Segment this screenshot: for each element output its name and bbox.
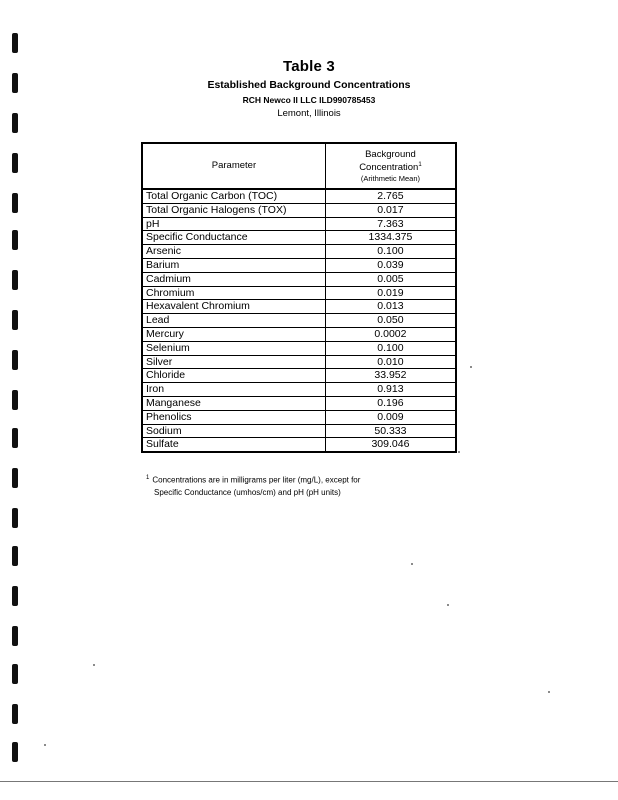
value-cell: 0.913 — [325, 383, 456, 397]
parameter-cell: Chromium — [142, 286, 325, 300]
binder-mark — [12, 230, 18, 250]
table-row — [142, 217, 456, 231]
binder-mark — [12, 390, 18, 410]
value-cell: 0.100 — [325, 341, 456, 355]
table-subtitle: Established Background Concentrations — [207, 79, 411, 91]
binder-mark — [12, 350, 18, 370]
binder-mark — [12, 546, 18, 566]
table-row — [142, 369, 456, 383]
parameter-cell: Arsenic — [142, 245, 325, 259]
table-row — [142, 438, 456, 452]
parameter-cell: Lead — [142, 314, 325, 328]
table-row — [142, 355, 456, 369]
concentration-header-line2: Concentration — [359, 162, 419, 174]
value-cell: 1334.375 — [325, 231, 456, 245]
concentration-header-line1: Background — [365, 149, 416, 161]
scan-speck — [548, 691, 550, 693]
table-header-row — [142, 143, 456, 189]
binder-mark — [12, 664, 18, 684]
binder-mark — [12, 468, 18, 488]
footnote-line1: Concentrations are in milligrams per liter (mg/L), except for — [152, 475, 361, 485]
parameter-cell: Iron — [142, 383, 325, 397]
binder-mark — [12, 428, 18, 448]
table-row — [142, 189, 456, 203]
parameter-cell: Cadmium — [142, 272, 325, 286]
table-title: Table 3 — [283, 58, 335, 75]
parameter-cell: Barium — [142, 258, 325, 272]
scan-speck — [411, 563, 413, 565]
binder-mark — [12, 310, 18, 330]
binder-mark — [12, 586, 18, 606]
parameter-cell: Silver — [142, 355, 325, 369]
parameter-cell: Selenium — [142, 341, 325, 355]
parameter-cell: Mercury — [142, 327, 325, 341]
location: Lemont, Illinois — [277, 108, 341, 119]
table-row — [142, 314, 456, 328]
scan-speck — [447, 604, 449, 606]
value-cell: 0.005 — [325, 272, 456, 286]
scan-bottom-edge — [0, 781, 618, 782]
parameter-cell: Phenolics — [142, 410, 325, 424]
table-row — [142, 410, 456, 424]
parameter-cell: Hexavalent Chromium — [142, 300, 325, 314]
table-footnote — [146, 472, 446, 499]
footnote-line2: Specific Conductance (umhos/cm) and pH (pH units) — [154, 487, 341, 497]
binder-mark — [12, 153, 18, 173]
value-cell: 0.100 — [325, 245, 456, 259]
parameter-cell: Total Organic Halogens (TOX) — [142, 203, 325, 217]
table-row — [142, 424, 456, 438]
scan-speck — [93, 664, 95, 666]
table-row — [142, 327, 456, 341]
parameter-cell: Sodium — [142, 424, 325, 438]
footnote-reference: 1 — [418, 162, 422, 169]
value-cell: 0.017 — [325, 203, 456, 217]
value-cell: 7.363 — [325, 217, 456, 231]
table-row — [142, 396, 456, 410]
binder-mark — [12, 508, 18, 528]
binder-mark — [12, 704, 18, 724]
parameter-cell: Chloride — [142, 369, 325, 383]
value-cell: 0.010 — [325, 355, 456, 369]
parameter-cell: Specific Conductance — [142, 231, 325, 245]
table-row — [142, 231, 456, 245]
background-concentrations-table — [141, 142, 457, 453]
table-row — [142, 258, 456, 272]
table-row — [142, 300, 456, 314]
value-cell: 50.333 — [325, 424, 456, 438]
parameter-column-header: Parameter — [142, 143, 325, 189]
value-cell: 0.039 — [325, 258, 456, 272]
binder-mark — [12, 33, 18, 53]
value-cell: 2.765 — [325, 189, 456, 203]
binder-mark — [12, 742, 18, 762]
table-row — [142, 383, 456, 397]
value-cell: 0.0002 — [325, 327, 456, 341]
concentration-column-header — [325, 143, 456, 189]
binder-mark — [12, 270, 18, 290]
scan-speck — [470, 366, 472, 368]
table-row — [142, 245, 456, 259]
footnote-mark: 1 — [146, 475, 150, 481]
parameter-cell: pH — [142, 217, 325, 231]
scan-speck — [458, 451, 460, 453]
parameter-cell: Sulfate — [142, 438, 325, 452]
value-cell: 0.196 — [325, 396, 456, 410]
value-cell: 0.019 — [325, 286, 456, 300]
value-cell: 0.013 — [325, 300, 456, 314]
company-id: RCH Newco II LLC ILD990785453 — [242, 95, 376, 105]
table-row — [142, 272, 456, 286]
binder-mark — [12, 626, 18, 646]
parameter-cell: Total Organic Carbon (TOC) — [142, 189, 325, 203]
table-row — [142, 203, 456, 217]
table-row — [142, 286, 456, 300]
binder-mark — [12, 193, 18, 213]
parameter-cell: Manganese — [142, 396, 325, 410]
value-cell: 0.050 — [325, 314, 456, 328]
table-row — [142, 341, 456, 355]
concentration-header-line3: (Arithmetic Mean) — [360, 173, 421, 183]
scan-speck — [44, 744, 46, 746]
value-cell: 33.952 — [325, 369, 456, 383]
value-cell: 309.046 — [325, 438, 456, 452]
value-cell: 0.009 — [325, 410, 456, 424]
